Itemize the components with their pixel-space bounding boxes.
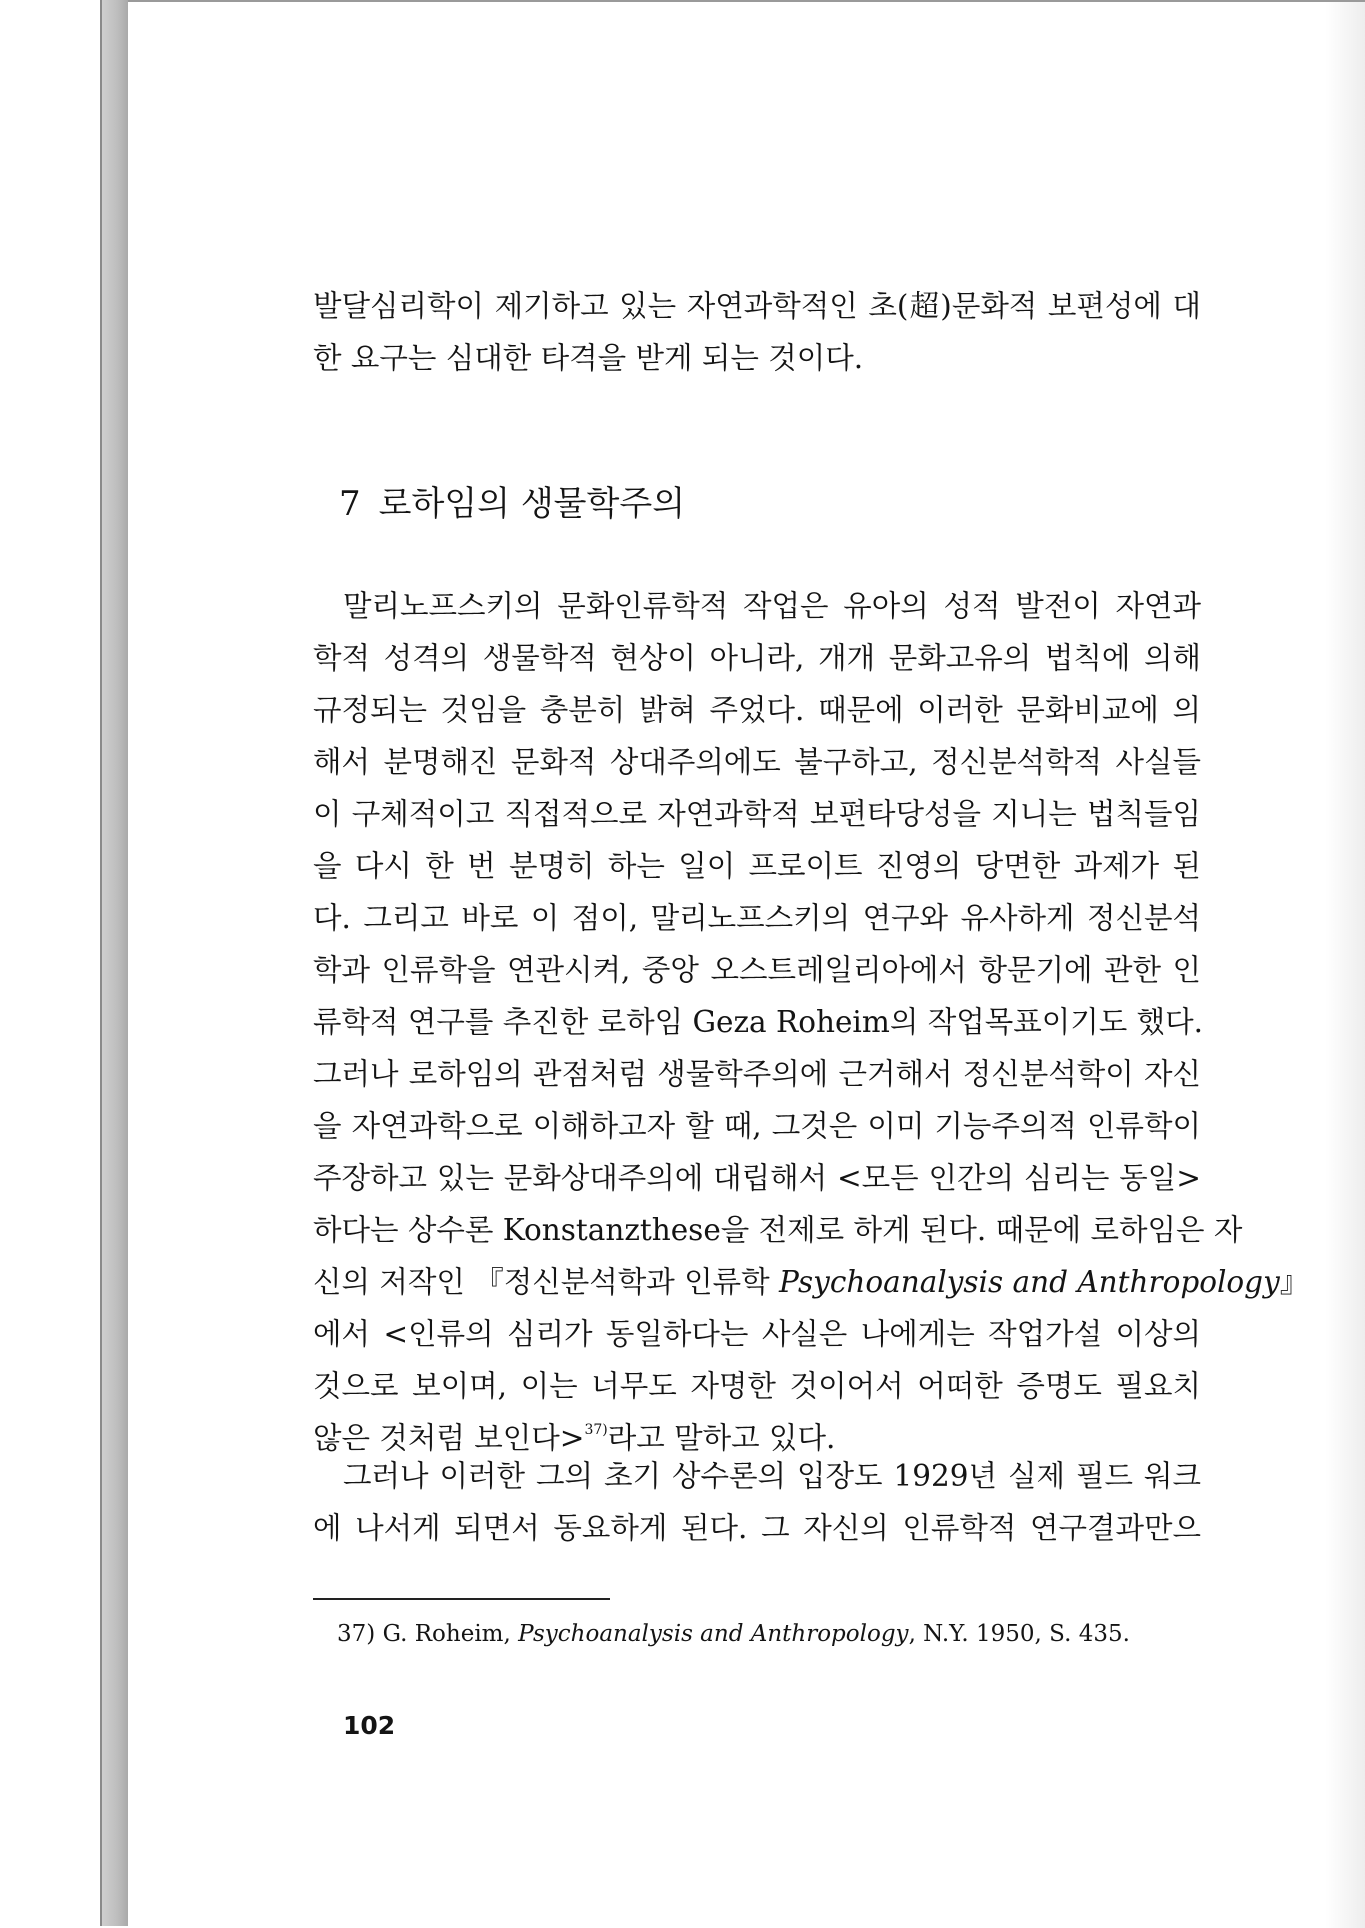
footnote-book-title: Psychoanalysis and Anthropology (518, 1621, 909, 1647)
footnote (337, 1617, 1130, 1651)
book-title-prefix: 신의 저작인 『정신분석학과 인류학 (313, 1265, 779, 1299)
footnote-number: 37) (337, 1621, 376, 1647)
text-line-book-title (313, 1256, 1310, 1308)
text-line: 류학적 연구를 추진한 로하임 Geza Roheim의 작업목표이기도 했다. (313, 1005, 1203, 1039)
book-spine-edge (100, 0, 128, 1926)
text-line: 말리노프스키의 문화인류학적 작업은 유아의 성적 발전이 자연과 (343, 589, 1201, 623)
text-line: 학적 성격의 생물학적 현상이 아니라, 개개 문화고유의 법칙에 의해 (313, 641, 1201, 675)
text-line: 해서 분명해진 문화적 상대주의에도 불구하고, 정신분석학적 사실들 (313, 745, 1201, 779)
text-line: 을 다시 한 번 분명히 하는 일이 프로이트 진영의 당면한 과제가 된 (313, 849, 1201, 883)
paragraph-intro (313, 280, 1201, 384)
quote-trailing-text: 라고 말하고 있다. (607, 1421, 836, 1455)
text-line: 에서 <인류의 심리가 동일하다는 사실은 나에게는 작업가설 이상의 (313, 1317, 1201, 1351)
footnote-author: G. Roheim, (382, 1621, 511, 1647)
paragraph-main (313, 580, 1310, 1464)
footnote-divider (313, 1598, 610, 1600)
section-number: 7 (339, 484, 361, 524)
page-number: 102 (343, 1711, 396, 1740)
text-line: 규정되는 것임을 충분히 밝혀 주었다. 때문에 이러한 문화비교에 의 (313, 693, 1201, 727)
text-line: 그러나 이러한 그의 초기 상수론의 입장도 1929년 실제 필드 워크 (343, 1459, 1201, 1493)
text-line: 학과 인류학을 연관시켜, 중앙 오스트레일리아에서 항문기에 관한 인 (313, 953, 1201, 987)
section-title: 로하임의 생물학주의 (378, 484, 686, 524)
text-line: 에 나서게 되면서 동요하게 된다. 그 자신의 인류학적 연구결과만으 (313, 1511, 1201, 1545)
text-line: 다. 그리고 바로 이 점이, 말리노프스키의 연구와 유사하게 정신분석 (313, 901, 1201, 935)
text-line: 이 구체적이고 직접적으로 자연과학적 보편타당성을 지니는 법칙들임 (313, 797, 1201, 831)
book-title-english: Psychoanalysis and Anthropology (778, 1265, 1280, 1299)
text-line: 주장하고 있는 문화상대주의에 대립해서 <모든 인간의 심리는 동일> (313, 1161, 1201, 1195)
text-line: 을 자연과학으로 이해하고자 할 때, 그것은 이미 기능주의적 인류학이 (313, 1109, 1201, 1143)
page-edge-shadow (1325, 2, 1365, 1928)
paragraph-second (313, 1450, 1201, 1554)
footnote-citation: , N.Y. 1950, S. 435. (908, 1621, 1130, 1647)
footnote-reference: 37) (584, 1422, 608, 1438)
quote-end-text: 않은 것처럼 보인다> (313, 1421, 585, 1455)
text-line: 발달심리학이 제기하고 있는 자연과학적인 초(超)문화적 보편성에 대 (313, 289, 1201, 323)
text-line: 한 요구는 심대한 타격을 받게 되는 것이다. (313, 341, 864, 375)
book-title-suffix: 』 (1279, 1265, 1310, 1299)
text-line: 것으로 보이며, 이는 너무도 자명한 것이어서 어떠한 증명도 필요치 (313, 1369, 1201, 1403)
text-line: 그러나 로하임의 관점처럼 생물학주의에 근거해서 정신분석학이 자신 (313, 1057, 1201, 1091)
section-heading (339, 482, 685, 526)
text-line: 하다는 상수론 Konstanzthese을 전제로 하게 된다. 때문에 로하임은 자 (313, 1213, 1243, 1247)
